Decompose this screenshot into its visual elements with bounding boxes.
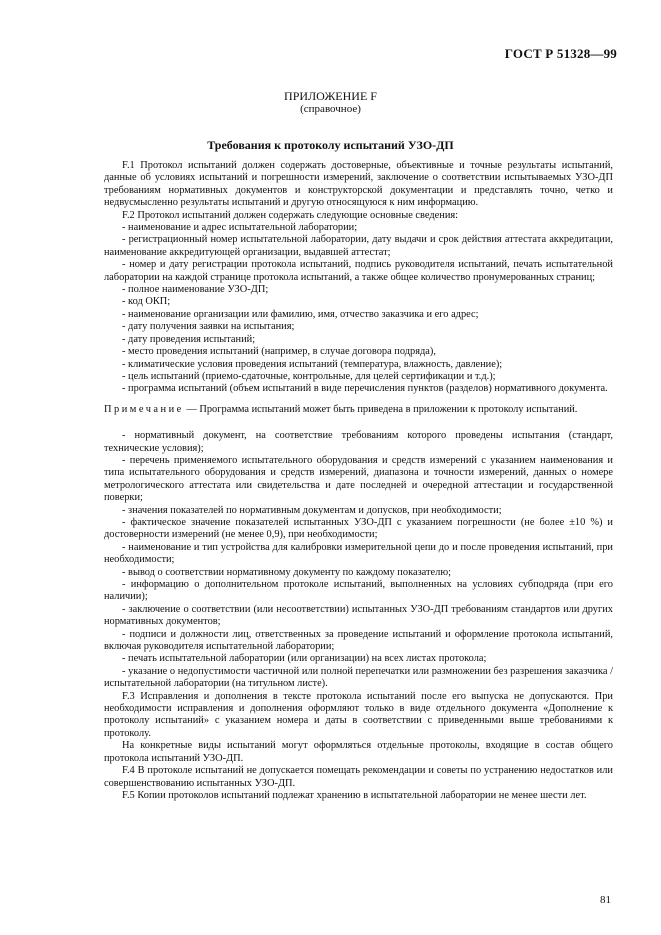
list-item: - дату проведения испытаний; xyxy=(122,333,256,345)
list-item: - заключение о соответствии (или несоответствии) испытанных УЗО-ДП требованиям стандартов или других нормативных документов; xyxy=(104,603,613,628)
paragraph: F.5 Копии протоколов испытаний подлежат хранению в испытательной лаборатории не менее шести лет. xyxy=(122,789,587,801)
list-item: - наименование и адрес испытательной лаборатории; xyxy=(122,222,358,234)
list-item: - вывод о соответствии нормативному документу по каждому показателю; xyxy=(122,566,452,578)
paragraph: F.1 Протокол испытаний должен содержать достоверные, объективные и точные результаты испытаний, данные об условиях испытаний и погрешности измерений, заключение о соответствии испытываемых УЗО-ДП требованиям нормативных документов и конструкторской документации и представлять точно, четко и недвусмысленно результаты испытаний и другую относящуюся к ним информацию. xyxy=(104,160,613,209)
list-item: - указание о недопустимости частичной или полной перепечатки или размножении без разрешения заказчика / испытательной лаборатории (на титульном листе). xyxy=(104,665,613,690)
document-body xyxy=(104,160,613,802)
list-item: - цель испытаний (приемо-сдаточные, контрольные, для целей сертификации и т.д.); xyxy=(122,370,496,382)
page-number: 81 xyxy=(600,894,611,906)
annex-subtitle: (справочное) xyxy=(300,103,361,115)
list-item: - печать испытательной лаборатории (или организации) на всех листах протокола; xyxy=(122,653,487,665)
list-item: - номер и дату регистрации протокола испытаний, подпись руководителя испытаний, печать испытательной лаборатории на каждой странице протокола испытаний, а также общее количество пронумерованных страниц; xyxy=(104,259,613,283)
paragraph: F.3 Исправления и дополнения в тексте протокола испытаний после его выпуска не допускаются. При необходимости исправления и дополнения оформляют только в виде отдельного документа «Дополнение к протоколу испытаний» с указанием номера и даты в соответствии с приведенными выше требованиями к протоколу. xyxy=(104,690,613,739)
note-text: — Программа испытаний может быть приведена в приложении к протоколу испытаний. xyxy=(186,403,578,415)
list-item: - перечень применяемого испытательного оборудования и средств измерений с указанием наименования и типа испытательного оборудования и средств измерений, диапазона и точности измерений, данных о номере метрологического аттестата или свидетельства и дате последней и очередной аттестации и государственной поверки; xyxy=(104,454,613,504)
list-item: - фактическое значение показателей испытанных УЗО-ДП с указанием погрешности (не более ±10 %) и достоверности измерений (не менее 0,9), при необходимости; xyxy=(104,516,613,541)
note-label: Примечание xyxy=(104,403,184,415)
paragraph: F.4 В протоколе испытаний не допускается помещать рекомендации и советы по устранению недостатков или совершенствованию испытанных УЗО-ДП. xyxy=(104,765,613,789)
list-item: - наименование и тип устройства для калибровки измерительной цепи до и после проведения испытаний, при необходимости; xyxy=(104,541,613,566)
list-item: - нормативный документ, на соответствие требованиям которого проведены испытания (стандарт, технические условия); xyxy=(104,430,613,454)
list-item: - полное наименование УЗО-ДП; xyxy=(122,284,269,296)
standard-designation: ГОСТ Р 51328—99 xyxy=(504,46,617,61)
list-item: - информацию о дополнительном протоколе испытаний, выполненных на условиях субподряда (при его наличии); xyxy=(104,579,613,603)
paragraph: F.2 Протокол испытаний должен содержать следующие основные сведения: xyxy=(122,209,459,221)
list-item: - регистрационный номер испытательной лаборатории, дату выдачи и срок действия аттестата аккредитации, наименование аккредитующей организации, выдавшей аттестат; xyxy=(104,234,613,258)
list-item: - код ОКП; xyxy=(122,296,171,308)
list-item: - программа испытаний (объем испытаний в виде перечисления пунктов (разделов) нормативного документа. xyxy=(122,383,608,395)
list-item: - климатические условия проведения испытаний (температура, влажность, давление); xyxy=(122,358,503,370)
list-item: - наименование организации или фамилию, имя, отчество заказчика и его адрес; xyxy=(122,308,479,320)
note xyxy=(104,404,613,416)
list-item: - дату получения заявки на испытания; xyxy=(122,321,295,333)
annex-title: ПРИЛОЖЕНИЕ F xyxy=(284,89,377,103)
section-heading: Требования к протоколу испытаний УЗО-ДП xyxy=(207,138,454,152)
list-item: - значения показателей по нормативным документам и допусков, при необходимости; xyxy=(122,504,502,516)
paragraph: На конкретные виды испытаний могут оформляться отдельные протоколы, входящие в состав общего протокола испытаний УЗО-ДП. xyxy=(104,740,613,764)
list-item: - подписи и должности лиц, ответственных за проведение испытаний и оформление протокола испытаний, включая руководителя испытательной лаборатории; xyxy=(104,628,613,653)
list-item: - место проведения испытаний (например, в случае договора подряда), xyxy=(122,346,436,358)
